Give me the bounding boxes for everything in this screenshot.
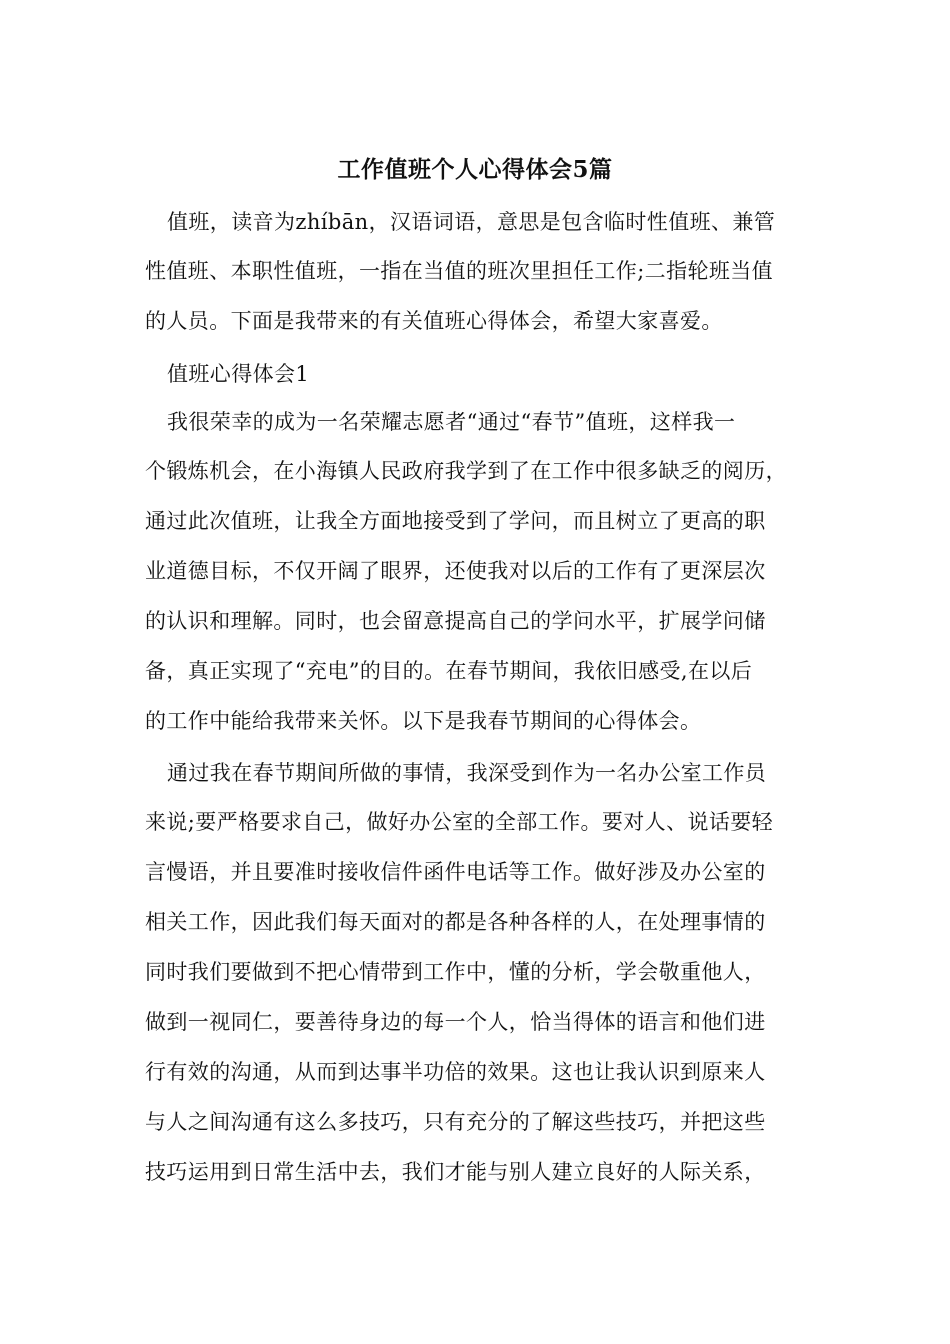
paragraph-line: 来说;要严格要求自己，做好办公室的全部工作。要对人、说话要轻 — [145, 810, 774, 834]
paragraph-line: 备，真正实现了“充电”的目的。在春节期间，我依旧感受,在以后 — [145, 659, 753, 683]
paragraph-line: 做到一视同仁，要善待身边的每一个人，恰当得体的语言和他们进 — [145, 1010, 766, 1034]
paragraph-line: 通过我在春节期间所做的事情，我深受到作为一名办公室工作员 — [167, 761, 767, 785]
section-heading: 值班心得体会1 — [167, 362, 310, 386]
paragraph-line: 我很荣幸的成为一名荣耀志愿者“通过“春节”值班，这样我一 — [167, 410, 736, 434]
paragraph-line: 同时我们要做到不把心情带到工作中，懂的分析，学会敬重他人， — [145, 960, 766, 984]
paragraph-line: 技巧运用到日常生活中去，我们才能与别人建立良好的人际关系， — [145, 1160, 766, 1184]
paragraph-line: 值班，读音为zhíbān，汉语词语，意思是包含临时性值班、兼管 — [167, 210, 776, 234]
paragraph-line: 通过此次值班，让我全方面地接受到了学问，而且树立了更高的职 — [145, 509, 766, 533]
paragraph-line: 性值班、本职性值班，一指在当值的班次里担任工作;二指轮班当值 — [145, 259, 774, 283]
paragraph-line: 行有效的沟通，从而到达事半功倍的效果。这也让我认识到原来人 — [145, 1060, 766, 1084]
document-title: 工作值班个人心得体会5篇 — [337, 156, 613, 183]
paragraph-line: 的工作中能给我带来关怀。以下是我春节期间的心得体会。 — [145, 709, 702, 733]
paragraph-line: 的人员。下面是我带来的有关值班心得体会，希望大家喜爱。 — [145, 309, 723, 333]
paragraph-line: 言慢语，并且要准时接收信件函件电话等工作。做好涉及办公室的 — [145, 860, 766, 884]
paragraph-line: 个锻炼机会，在小海镇人民政府我学到了在工作中很多缺乏的阅历， — [145, 459, 787, 483]
paragraph-line: 的认识和理解。同时，也会留意提高自己的学问水平，扩展学问储 — [145, 609, 766, 633]
paragraph-line: 业道德目标，不仅开阔了眼界，还使我对以后的工作有了更深层次 — [145, 559, 766, 583]
paragraph-line: 相关工作，因此我们每天面对的都是各种各样的人，在处理事情的 — [145, 910, 766, 934]
paragraph-line: 与人之间沟通有这么多技巧，只有充分的了解这些技巧，并把这些 — [145, 1110, 766, 1134]
